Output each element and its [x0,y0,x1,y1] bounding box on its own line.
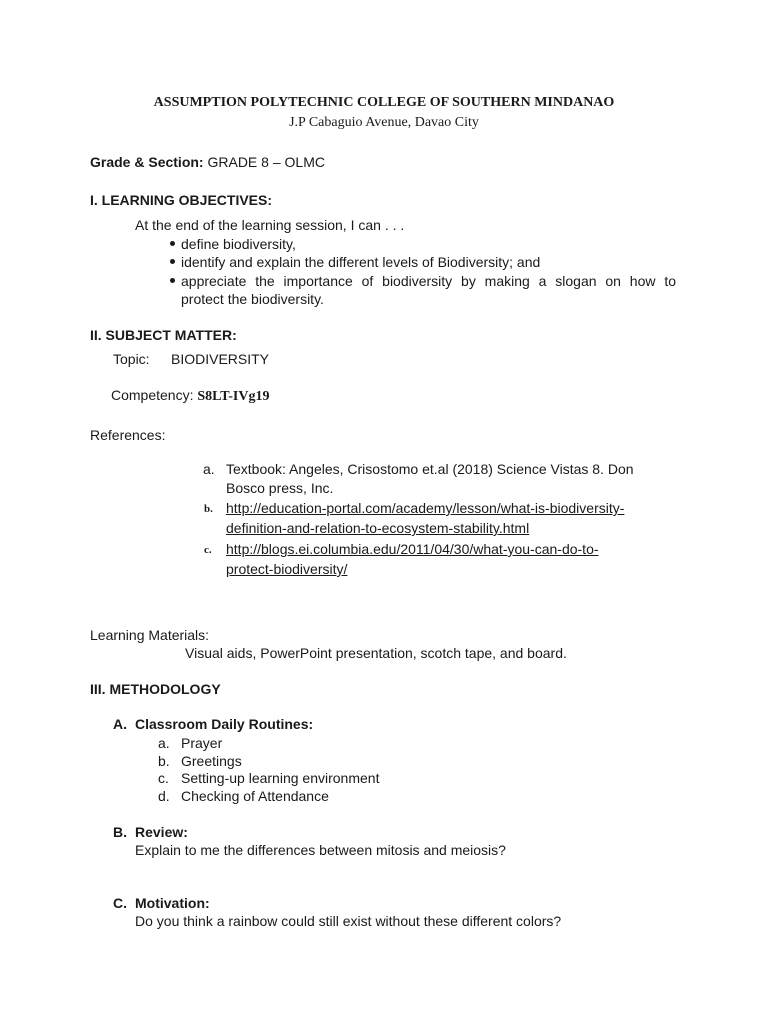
reference-marker: b. [204,503,213,515]
materials-value: Visual aids, PowerPoint presentation, scotch tape, and board. [185,645,567,661]
objective-item-continuation: protect the biodiversity. [181,291,324,307]
bullet-icon [170,259,175,264]
reference-marker: a. [203,461,215,477]
reference-text: Bosco press, Inc. [226,480,334,496]
section-marker: C. [113,895,127,911]
grade-section [90,153,325,171]
objective-item: define biodiversity, [181,236,296,252]
topic-value: BIODIVERSITY [171,351,270,367]
routine-item: Prayer [181,735,223,751]
objective-item: appreciate the importance of biodiversity by making a slogan on how to [181,273,676,289]
reference-link[interactable]: http://blogs.ei.columbia.edu/2011/04/30/what-you-can-do-to- [226,541,599,557]
section-body: Explain to me the differences between mitosis and meiosis? [135,842,506,858]
routine-item: Setting-up learning environment [181,770,380,786]
routine-item: Greetings [181,753,242,769]
routine-marker: d. [158,788,170,804]
competency-label: Competency: [111,387,194,403]
section-marker: B. [113,824,127,840]
objectives-heading: I. LEARNING OBJECTIVES: [90,192,273,208]
section-marker: A. [113,716,127,732]
subject-matter-heading: II. SUBJECT MATTER: [90,327,237,343]
reference-link[interactable]: protect-biodiversity/ [226,561,348,577]
reference-text: Textbook: Angeles, Crisostomo et.al (2018) Science Vistas 8. Don [226,461,634,477]
reference-marker: c. [204,544,212,556]
routine-item: Checking of Attendance [181,788,329,804]
bullet-icon [170,241,175,246]
routine-marker: b. [158,753,170,769]
materials-label: Learning Materials: [90,627,210,643]
reference-link[interactable]: definition-and-relation-to-ecosystem-stability.html [226,520,530,536]
school-address: J.P Cabaguio Avenue, Davao City [289,115,479,130]
routine-marker: a. [158,735,170,751]
section-title: Motivation: [135,895,210,911]
section-body: Do you think a rainbow could still exist without these different colors? [135,913,562,929]
section-title: Review: [135,824,188,840]
reference-link[interactable]: http://education-portal.com/academy/lesson/what-is-biodiversity- [226,500,625,516]
bullet-icon [170,278,175,283]
objective-item: identify and explain the different levels of Biodiversity; and [181,254,541,270]
topic-label: Topic: [113,351,150,367]
grade-section-label: Grade & Section: [90,154,204,170]
methodology-heading: III. METHODOLOGY [90,681,221,697]
grade-section-value: GRADE 8 – OLMC [207,154,325,170]
section-title: Classroom Daily Routines: [135,716,314,732]
school-name: ASSUMPTION POLYTECHNIC COLLEGE OF SOUTHERN MINDANAO [153,95,615,110]
objectives-intro: At the end of the learning session, I can . . . [135,217,405,233]
routine-marker: c. [158,770,169,786]
competency-value: S8LT-IVg19 [197,389,270,404]
references-label: References: [90,427,166,443]
competency [111,386,270,406]
